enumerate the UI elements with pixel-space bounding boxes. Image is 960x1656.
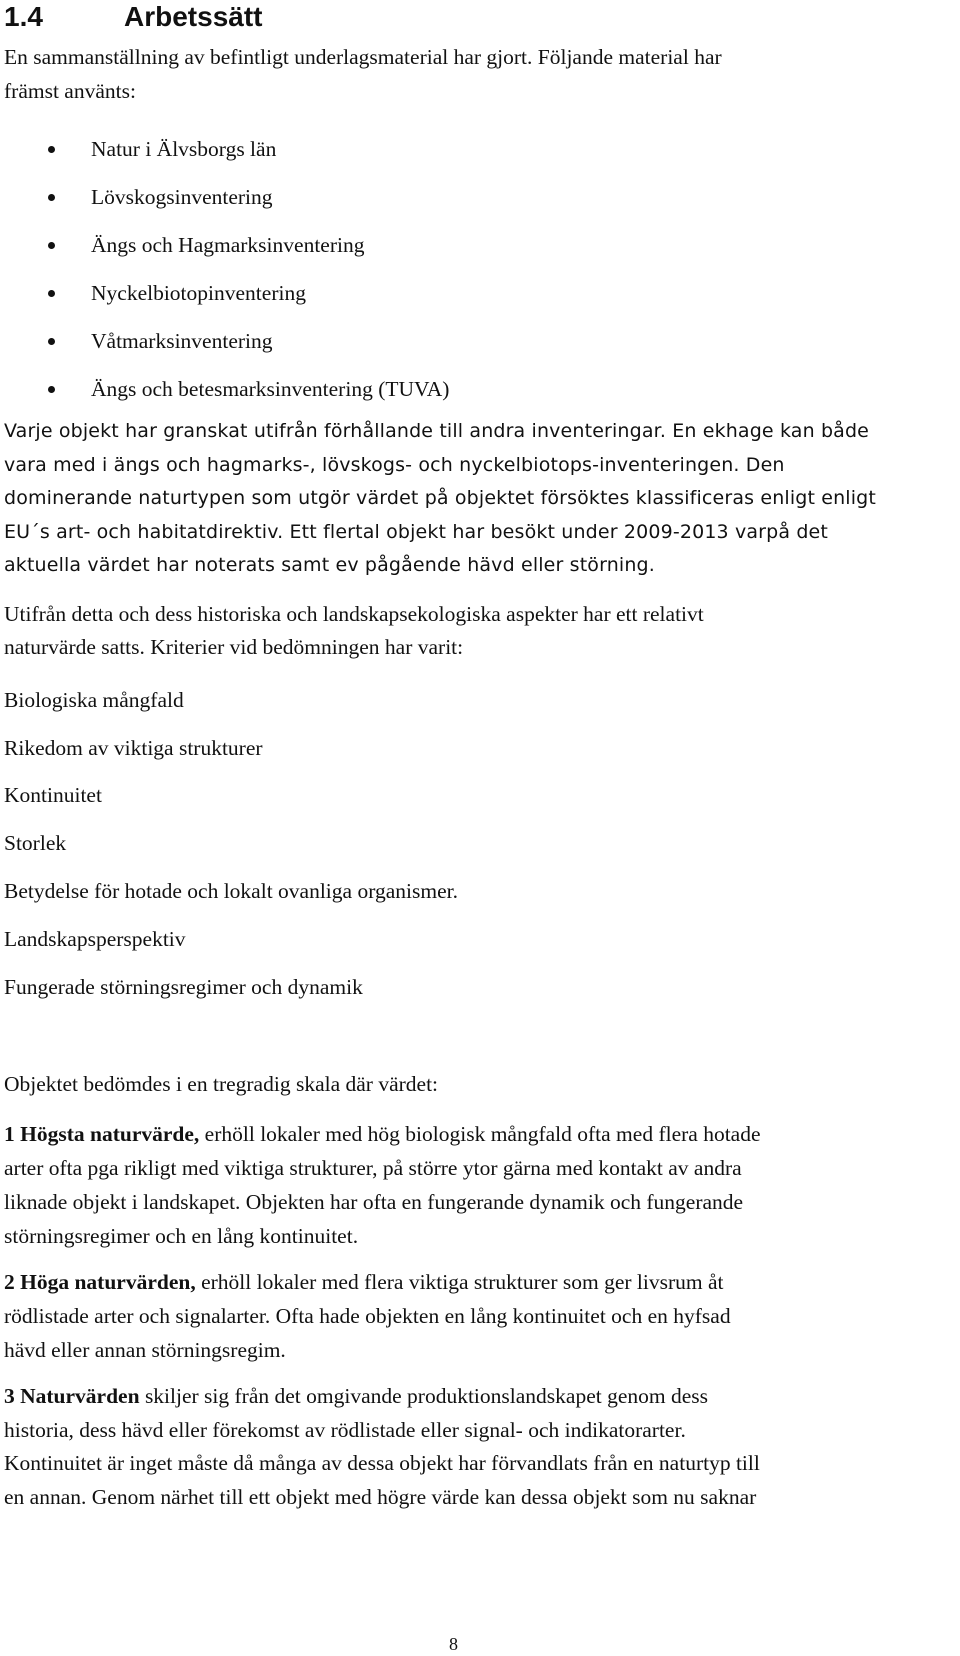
list-item: Natur i Älvsborgs län — [0, 125, 449, 173]
level-label: 2 Höga naturvärden, — [4, 1270, 196, 1294]
materials-list — [0, 125, 449, 413]
criterion-item: Landskapsperspektiv — [4, 927, 186, 951]
method-paragraph: Varje objekt har granskat utifrån förhållande till andra inventeringar. En ekhage kan både vara med i ängs och hagmarks-, lövskogs- och nyckelbiotops-inventeringen. Den dominerande naturtypen som utgör värdet på objektet försöktes klassificeras enligt enligt EU´s art- och habitatdirektiv. Ett flertal objekt har besökt under 2009-2013 varpå det aktuella värdet har noterats samt ev pågående hävd eller störning. — [4, 420, 876, 576]
section-number: 1.4 — [4, 1, 43, 32]
bullet-icon — [48, 386, 55, 393]
list-item: Ängs och betesmarksinventering (TUVA) — [0, 365, 449, 413]
bullet-icon — [48, 146, 55, 153]
level-1-paragraph: 1 Högsta naturvärde, erhöll lokaler med hög biologisk mångfald ofta med flera hotade arter ofta pga rikligt med viktiga strukturer, på större ytor gärna med kontakt av andra liknade objekt i landskapet. Objekten har ofta en fungerande dynamik och fungerande störningsregimer och en lång kontinuitet. — [4, 1122, 761, 1248]
list-item: Ängs och Hagmarksinventering — [0, 221, 449, 269]
bullet-icon — [48, 338, 55, 345]
bullet-icon — [48, 242, 55, 249]
list-item: Nyckelbiotopinventering — [0, 269, 449, 317]
list-item: Lövskogsinventering — [0, 173, 449, 221]
intro-line: främst använts: — [4, 79, 136, 103]
criterion-item: Biologiska mångfald — [4, 688, 184, 712]
section-title: Arbetssätt — [124, 1, 263, 32]
criterion-item: Storlek — [4, 831, 67, 855]
level-2-paragraph: 2 Höga naturvärden, erhöll lokaler med flera viktiga strukturer som ger livsrum åt rödlistade arter och signalarter. Ofta hade objekten en lång kontinuitet och en hyfsad hävd eller annan störningsregim. — [4, 1270, 731, 1362]
criterion-item: Kontinuitet — [4, 783, 102, 807]
level-label: 1 Högsta naturvärde, — [4, 1122, 200, 1146]
section-heading — [4, 0, 262, 34]
criterion-item: Fungerade störningsregimer och dynamik — [4, 975, 363, 999]
list-item: Våtmarksinventering — [0, 317, 449, 365]
criteria-intro-paragraph: Utifrån detta och dess historiska och landskapsekologiska aspekter har ett relativt naturvärde satts. Kriterier vid bedömningen har varit: — [4, 602, 704, 659]
criterion-item: Rikedom av viktiga strukturer — [4, 736, 263, 760]
level-label: 3 Naturvärden — [4, 1384, 140, 1408]
level-3-paragraph: 3 Naturvärden skiljer sig från det omgivande produktionslandskapet genom dess historia, dess hävd eller förekomst av rödlistade eller signal- och indikatorarter. Kontinuitet är inget måste då många av dessa objekt har förvandlats från en naturtyp till en annan. Genom närhet till ett objekt med högre värde kan dessa objekt som nu saknar — [4, 1384, 760, 1509]
page-number: 8 — [449, 1634, 458, 1654]
scale-intro: Objektet bedömdes i en tregradig skala där värdet: — [4, 1072, 439, 1096]
intro-line: En sammanställning av befintligt underlagsmaterial har gjort. Följande material har — [4, 45, 722, 69]
intro-paragraph — [4, 40, 954, 108]
bullet-icon — [48, 194, 55, 201]
criterion-item: Betydelse för hotade och lokalt ovanliga organismer. — [4, 879, 458, 903]
bullet-icon — [48, 290, 55, 297]
